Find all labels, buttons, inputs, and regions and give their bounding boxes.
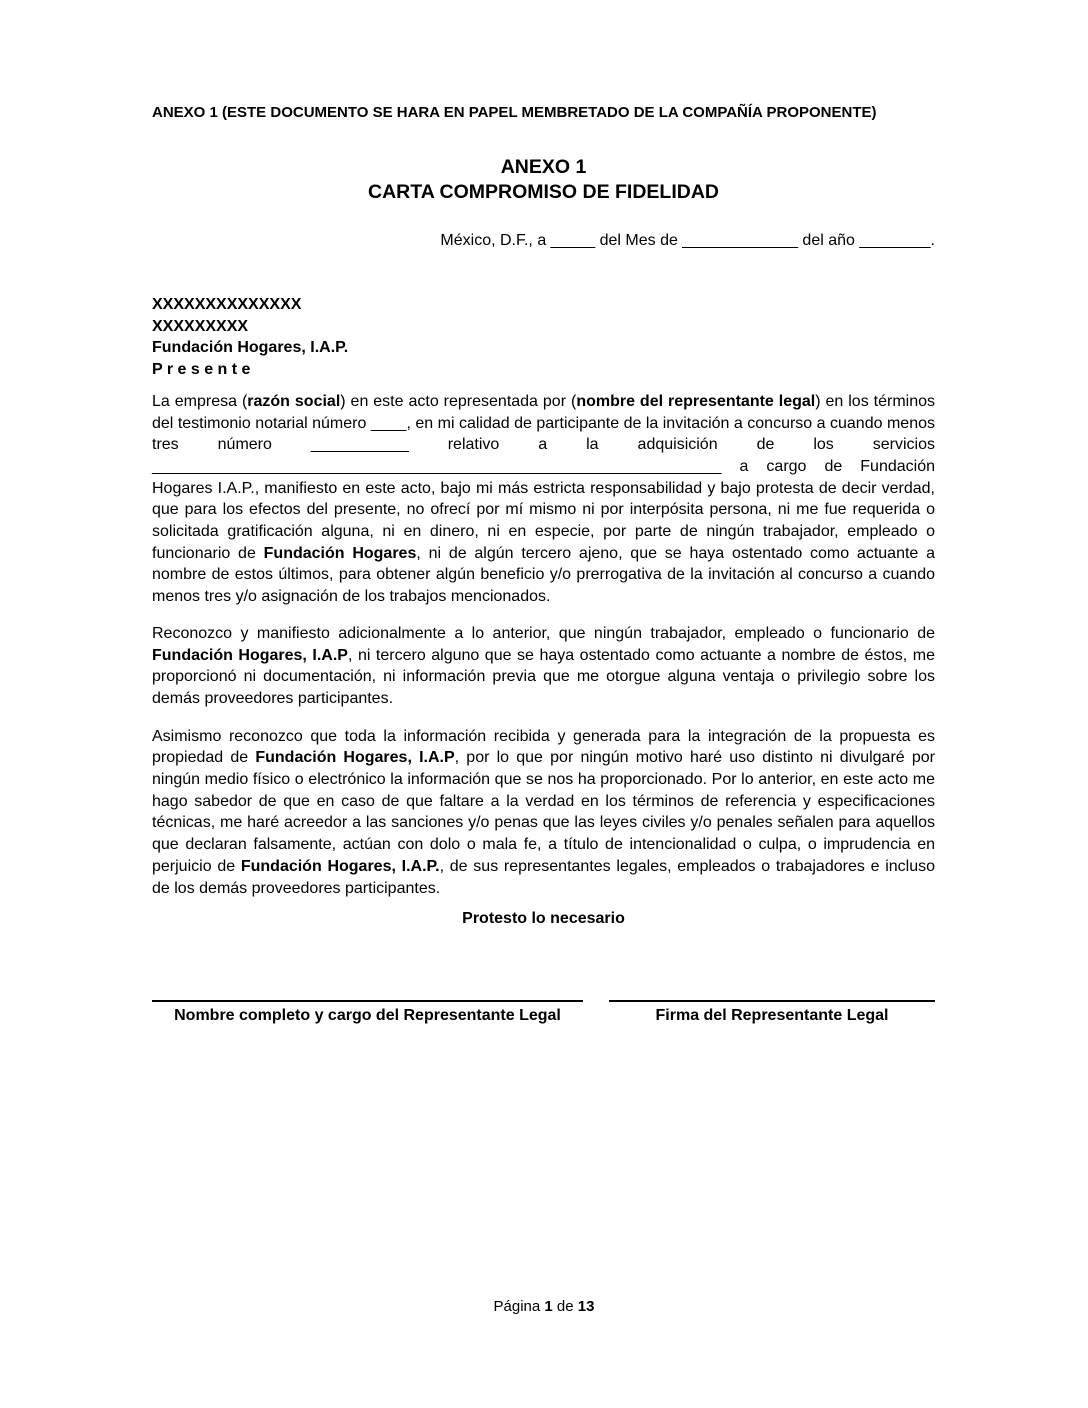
body-paragraph-2: Reconozco y manifiesto adicionalmente a lo anterior, que ningún trabajador, empleado o funcionario de Fundación Hogares, I.A.P, ni tercero alguno que se haya ostentado como actuante a nombre de éstos, me proporcionó ni documentación, ni información previa que me otorgue alguna ventaja o privilegio sobre los demás proveedores participantes. [152,624,935,707]
signature-name-label: Nombre completo y cargo del Representante Legal [152,1000,583,1026]
signature-firm-label: Firma del Representante Legal [609,1000,935,1026]
page-number-footer: Página 1 de 13 [493,1298,595,1315]
header-note: ANEXO 1 (ESTE DOCUMENTO SE HARA EN PAPEL MEMBRETADO DE LA COMPAÑÍA PROPONENTE) [152,104,877,121]
recipient-line: XXXXXXXXXXXXXX [152,296,302,313]
title-line-1: ANEXO 1 [500,156,587,178]
signature-block [152,1000,935,1026]
closing-statement: Protesto lo necesario [462,910,625,928]
recipient-line: P r e s e n t e [152,361,251,379]
title-line-2: CARTA COMPROMISO DE FIDELIDAD [368,181,719,203]
title-block [152,155,935,205]
recipient-line: XXXXXXXXX [152,317,249,335]
body-paragraph-3: Asimismo reconozco que toda la información recibida y generada para la integración de la propuesta es propiedad de Fundación Hogares, I.A.P, por lo que por ningún motivo haré uso distinto ni divulgaré por ningún medio físico o electrónico la información que se nos ha proporcionado. Por lo anterior, en este acto me hago sabedor de que en caso de que faltare a la verdad en los términos de referencia y especificaciones técnicas, me haré acreedor a las sanciones y/o penas que las leyes civiles y/o penales señalen para aquellos que declaran falsamente, actúan con dolo o mala fe, a título de intencionalidad o culpa, o imprudencia en perjuicio de Fundación Hogares, I.A.P., de sus representantes legales, empleados o trabajadores e incluso de los demás proveedores participantes. [152,727,936,897]
recipient-block [152,294,935,381]
document-content [0,103,1088,1026]
body-paragraph-1: La empresa (razón social) en este acto representada por (nombre del representante legal) en los términos del testimonio notarial número ____, en mi calidad de participante de la invitación a concurso a cuando menos tres número ___________ relativo a la adquisición de los servicios ________________________________________________________________ a cargo de Fundación Hogares I.A.P., manifiesto en este acto, bajo mi más estricta responsabilidad y bajo protesta de decir verdad, que para los efectos del presente, no ofrecí por mí mismo ni por interpósita persona, ni me fue requerida o solicitada gratificación alguna, ni en dinero, ni en especie, por parte de ningún trabajador, empleado o funcionario de Fundación Hogares, ni de algún tercero ajeno, que se haya ostentado como actuante a nombre de estos últimos, para obtener algún beneficio y/o prerrogativa de la invitación al concurso a cuando menos tres y/o asignación de los trabajos mencionados. [152,392,936,606]
recipient-line: Fundación Hogares, I.A.P. [152,339,349,357]
date-line: México, D.F., a _____ del Mes de _____________ del año ________. [440,232,935,249]
